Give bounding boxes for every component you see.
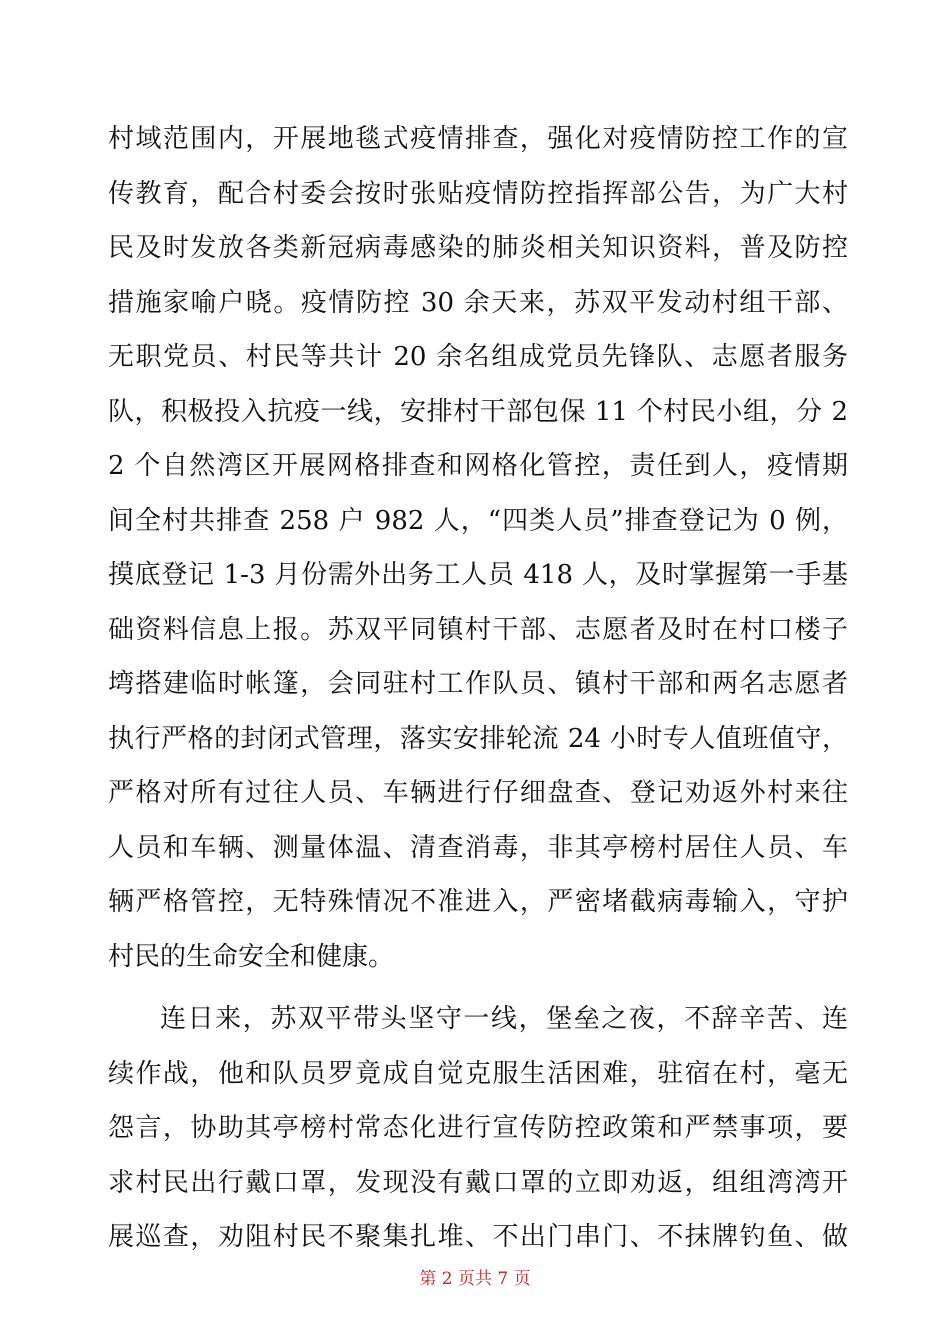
paragraph-1-line: 摸底登记 1-3 月份需外出务工人员 418 人，及时掌握第一手基 [108,560,848,590]
paragraph-1-last-line: 村民的生命安全和健康。 [108,941,395,972]
body-text [108,112,848,1265]
paragraph-1-line: 执行严格的封闭式管理，落实安排轮流 24 小时专人值班值守， [108,723,848,754]
paragraph-1-line: 民及时发放各类新冠病毒感染的肺炎相关知识资料，普及防控 [108,233,848,263]
paragraph-2-line: 求村民出行戴口罩，发现没有戴口罩的立即劝返，组组湾湾开 [108,1167,848,1198]
paragraph-2-line: 续作战，他和队员罗竟成自觉克服生活困难，驻宿在村，毫无 [108,1058,848,1089]
paragraph-1-line: 础资料信息上报。苏双平同镇村干部、志愿者及时在村口楼子 [108,614,848,645]
paragraph-1-line: 传教育，配合村委会按时张贴疫情防控指挥部公告，为广大村 [108,178,848,209]
paragraph-1-line: 塆搭建临时帐篷，会同驻村工作队员、镇村干部和两名志愿者 [108,669,848,699]
paragraph-1-line: 人员和车辆、测量体温、清查消毒，非其亭榜村居住人员、车 [108,832,848,863]
paragraph-1-line: 2 个自然湾区开展网格排查和网格化管控，责任到人，疫情期 [108,451,848,481]
paragraph-1-line: 无职党员、村民等共计 20 余名组成党员先锋队、志愿者服务 [108,342,848,372]
paragraph-1-line: 间全村共排查 258 户 982 人，“四类人员”排查登记为 0 例， [108,505,848,536]
paragraph-1-line: 辆严格管控，无特殊情况不准进入，严密堵截病毒输入，守护 [108,887,848,917]
paragraph-2-line: 怨言，协助其亭榜村常态化进行宣传防控政策和严禁事项，要 [108,1113,848,1143]
paragraph-1-line: 严格对所有过往人员、车辆进行仔细盘查、登记劝返外村来往 [108,778,848,808]
paragraph-1-line: 队，积极投入抗疫一线，安排村干部包保 11 个村民小组，分 2 [108,396,848,427]
paragraph-1-line: 措施家喻户晓。疫情防控 30 余天来，苏双平发动村组干部、 [108,287,848,318]
paragraph-2-first-line: 连日来，苏双平带头坚守一线，堡垒之夜，不辞辛苦、连 [160,1004,848,1034]
page-number-footer: 第 2 页共 7 页 [419,1269,531,1289]
paragraph-gap [108,984,848,992]
paragraph-2-line: 展巡查，劝阻村民不聚集扎堆、不出门串门、不抹牌钓鱼、做 [108,1222,848,1252]
paragraph-1-line: 村域范围内，开展地毯式疫情排查，强化对疫情防控工作的宣 [108,124,848,154]
